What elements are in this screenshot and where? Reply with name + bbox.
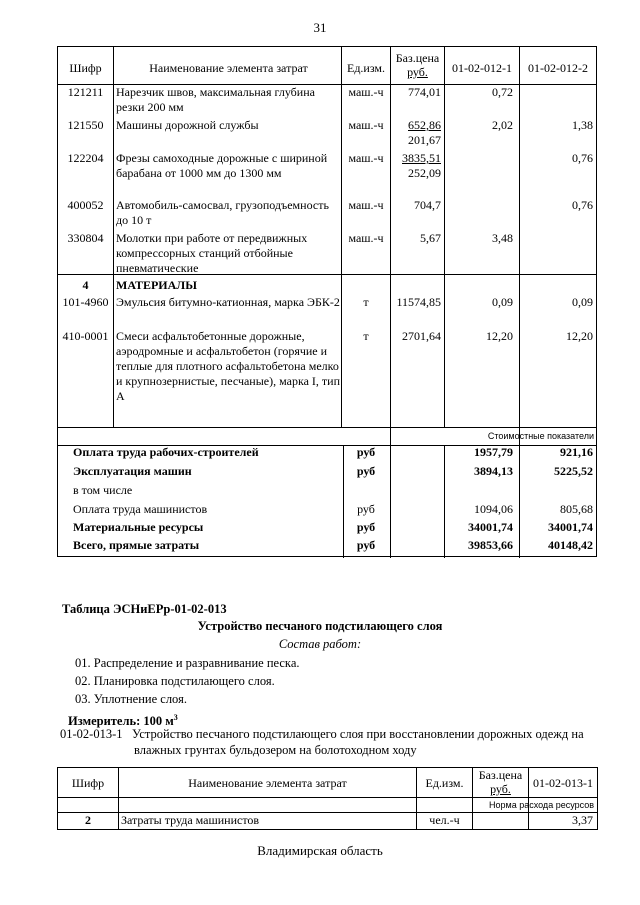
row-unit: маш.-ч — [348, 151, 384, 165]
row-value-col2: 0,76 — [572, 151, 593, 165]
work-item: 01. Распределение и разравнивание песка. — [75, 656, 300, 670]
row-price: 11574,85 — [396, 295, 441, 309]
header-col1: 01-02-012-1 — [452, 61, 512, 75]
summary-label: в том числе — [73, 483, 133, 497]
row-value-col1: 2,02 — [492, 118, 513, 132]
summary-label: Материальные ресурсы — [73, 520, 204, 534]
header-code: Шифр — [69, 61, 102, 75]
summary-unit: руб — [356, 464, 376, 478]
row-price: 704,7 — [414, 198, 441, 212]
row-value-col2: 12,20 — [566, 329, 593, 343]
item-description: Устройство песчаного подстилающего слоя при восстановлении дорожных одежд на влажных грунтах бульдозером на болотоходном ходу — [132, 727, 584, 757]
row-name: Машины дорожной службы — [116, 118, 259, 132]
cost-indicators-header: Стоимостные показатели — [487, 431, 594, 441]
header-price: Баз.цена руб. — [395, 51, 440, 79]
page-footer: Владимирская область — [257, 843, 383, 858]
summary-value-col2: 34001,74 — [548, 520, 593, 534]
work-item: 03. Уплотнение слоя. — [75, 692, 187, 706]
row-name: Смеси асфальтобетонные дорожные, аэродромные и асфальтобетон (горячие и теплые для плотного асфальтобетона мелко и крупнозернистые, песчаные), марка I, тип А — [116, 329, 341, 403]
section-title: МАТЕРИАЛЫ — [116, 278, 197, 292]
summary-value-col2: 40148,42 — [548, 538, 593, 552]
row-value-col1: 3,48 — [492, 231, 513, 245]
header-price: Баз.цена руб. — [478, 768, 523, 796]
header-col1: 01-02-013-1 — [533, 776, 593, 790]
header-col2: 01-02-012-2 — [528, 61, 588, 75]
summary-label: Эксплуатация машин — [73, 464, 192, 478]
summary-value-col1: 39853,66 — [468, 538, 513, 552]
works-title: Состав работ: — [278, 637, 362, 651]
row-code: 121550 — [67, 118, 104, 132]
header-unit: Ед.изм. — [346, 61, 386, 75]
row-name: Нарезчик швов, максимальная глубина резки 200 мм — [116, 85, 315, 114]
row-price: 2701,64 — [402, 329, 441, 343]
row-code: 2 — [85, 813, 91, 827]
summary-label: Всего, прямые затраты — [73, 538, 200, 552]
row-value-col2: 0,09 — [572, 295, 593, 309]
row-name: Автомобиль-самосвал, грузоподъемность до 10 т — [116, 198, 329, 227]
summary-value-col2: 5225,52 — [554, 464, 593, 478]
row-unit: чел.-ч — [429, 813, 460, 827]
row-unit: маш.-ч — [348, 198, 384, 212]
summary-value-col2: 805,68 — [560, 502, 593, 516]
row-price: 652,86 201,67 — [408, 118, 441, 147]
row-value-col1: 12,20 — [486, 329, 513, 343]
resource-table — [57, 46, 597, 557]
work-item: 02. Планировка подстилающего слоя. — [75, 674, 275, 688]
header-name: Наименование элемента затрат — [149, 61, 308, 75]
header-name: Наименование элемента затрат — [188, 776, 347, 790]
summary-label: Оплата труда машинистов — [73, 502, 208, 516]
row-name: Молотки при работе от передвижных компрессорных станций отбойные пневматические — [116, 231, 308, 275]
row-value-col1: 3,37 — [572, 813, 593, 827]
summary-unit: руб — [356, 538, 376, 552]
row-unit: т — [363, 295, 369, 309]
header-unit: Ед.изм. — [425, 776, 464, 790]
summary-value-col2: 921,16 — [560, 445, 593, 459]
section-heading: Устройство песчаного подстилающего слоя — [197, 619, 443, 633]
row-code: 330804 — [67, 231, 104, 245]
row-unit: маш.-ч — [348, 231, 384, 245]
row-name: Фрезы самоходные дорожные с шириной барабана от 1000 мм до 1300 мм — [116, 151, 328, 180]
summary-unit: руб — [356, 520, 376, 534]
page-number: 31 — [313, 20, 327, 35]
row-price: 5,67 — [420, 231, 441, 245]
row-value-col2: 1,38 — [572, 118, 593, 132]
meter-unit: Измеритель: 100 $м^3$ — [68, 713, 178, 729]
row-value-col1: 0,72 — [492, 85, 513, 99]
row-price: 774,01 — [408, 85, 441, 99]
norm-header: Норма расхода ресурсов — [489, 800, 594, 810]
summary-value-col1: 34001,74 — [468, 520, 513, 534]
header-code: Шифр — [71, 776, 105, 790]
summary-unit: руб — [356, 445, 376, 459]
row-code: 101-4960 — [62, 295, 109, 309]
summary-unit: руб — [357, 502, 375, 516]
row-name: Эмульсия битумно-катионная, марка ЭБК-2 — [116, 295, 340, 309]
summary-value-col1: 1957,79 — [474, 445, 513, 459]
row-unit: т — [363, 329, 369, 343]
row-price: 3835,51 252,09 — [402, 151, 441, 180]
summary-value-col1: 1094,06 — [474, 502, 513, 516]
summary-label: Оплата труда рабочих-строителей — [73, 445, 259, 459]
row-code: 121211 — [67, 85, 104, 99]
summary-value-col1: 3894,13 — [474, 464, 513, 478]
row-name: Затраты труда машинистов — [121, 813, 260, 827]
item-code: 01-02-013-1 — [60, 727, 123, 741]
row-unit: маш.-ч — [348, 118, 384, 132]
row-unit: маш.-ч — [348, 85, 384, 99]
row-value-col2: 0,76 — [572, 198, 593, 212]
row-value-col1: 0,09 — [492, 295, 513, 309]
section-code: 4 — [82, 278, 89, 292]
table-title: Таблица ЭСНиЕРр-01-02-013 — [62, 602, 227, 616]
row-code: 400052 — [67, 198, 104, 212]
row-code: 122204 — [67, 151, 104, 165]
resource-table-2 — [57, 767, 598, 830]
row-code: 410-0001 — [62, 329, 109, 343]
